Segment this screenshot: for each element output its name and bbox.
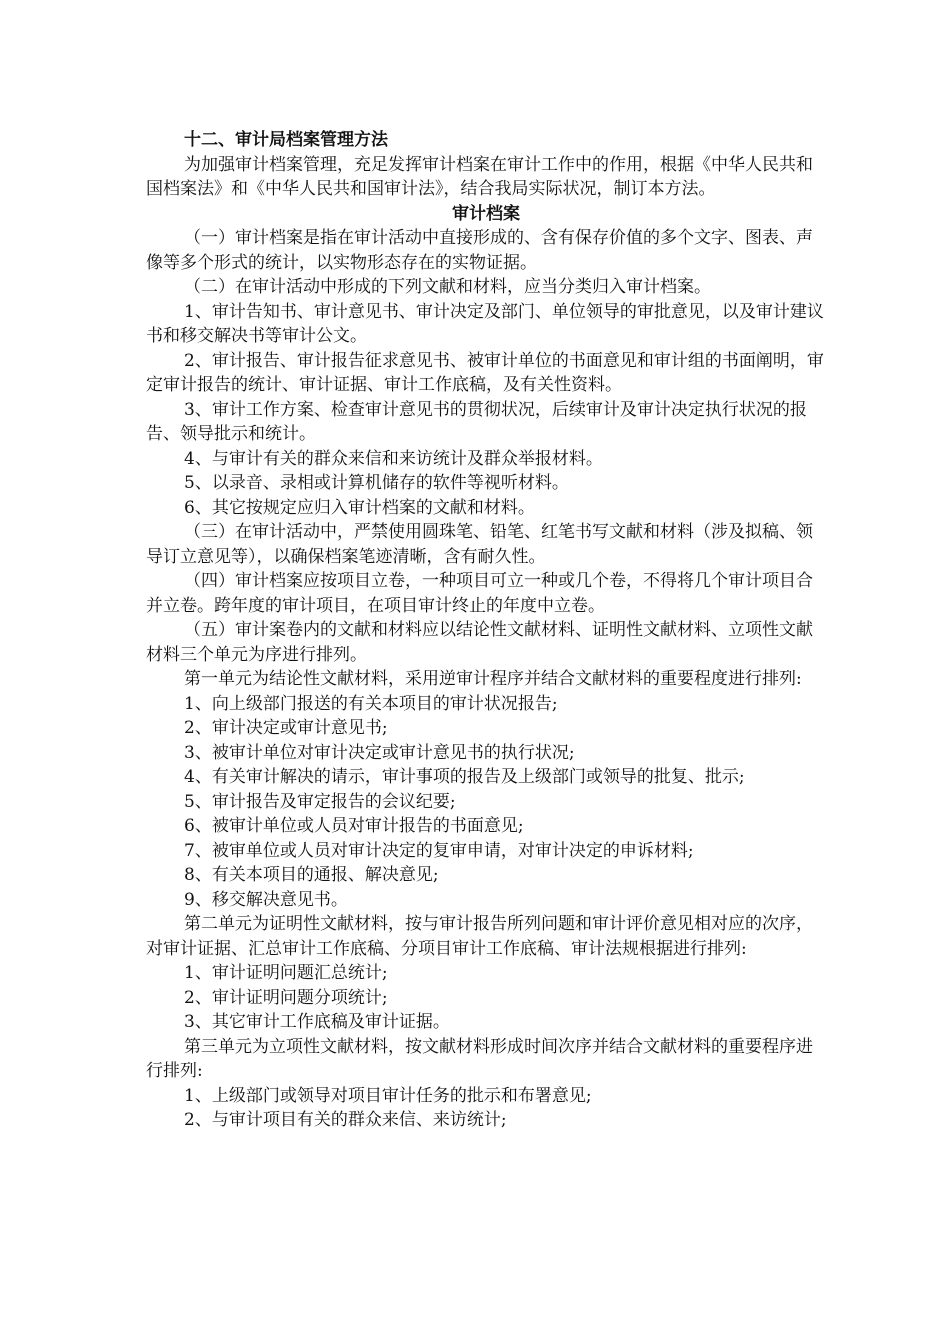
paragraph: （三）在审计活动中，严禁使用圆珠笔、铅笔、红笔书写文献和材料（涉及拟稿、领导订立意见等），以确保档案笔迹清晰，含有耐久性。 [146,522,813,567]
list-item: 1、审计证明问题汇总统计; [184,963,388,983]
list-item: 1、向上级部门报送的有关本项目的审计状况报告; [184,693,558,714]
paragraph: 第二单元为证明性文献材料，按与审计报告所列问题和审计评价意见相对应的次序，对审计证据、汇总审计工作底稿、分项目审计工作底稿、审计法规根据进行排列: [146,914,813,959]
paragraph: 第一单元为结论性文献材料，采用逆审计程序并结合文献材料的重要程度进行排列: [184,669,802,689]
list-item: 6、被审计单位或人员对审计报告的书面意见; [184,816,524,836]
list-item: 3、审计工作方案、检查审计意见书的贯彻状况，后续审计及审计决定执行状况的报告、领导批示和统计。 [146,399,807,444]
document-page [146,128,826,1133]
list-item: 2、与审计项目有关的群众来信、来访统计; [184,1110,507,1130]
paragraph: 第三单元为立项性文献材料，按文献材料形成时间次序并结合文献材料的重要程序进行排列: [146,1036,813,1081]
list-item: 5、以录音、录相或计算机储存的软件等视听材料。 [184,473,569,493]
list-item: 1、审计告知书、审计意见书、审计决定及部门、单位领导的审批意见，以及审计建议书和移交解决书等审计公文。 [146,301,824,346]
paragraph: （四）审计档案应按项目立卷，一种项目可立一种或几个卷，不得将几个审计项目合并立卷。跨年度的审计项目，在项目审计终止的年度中立卷。 [146,571,813,616]
section-heading: 十二、审计局档案管理方法 [184,130,388,150]
list-item: 2、审计证明问题分项统计; [184,987,388,1008]
list-item: 5、审计报告及审定报告的会议纪要; [184,791,456,812]
list-item: 7、被审单位或人员对审计决定的复审申请，对审计决定的申诉材料; [184,840,694,861]
list-item: 2、审计决定或审计意见书; [184,718,388,738]
paragraph: （二）在审计活动中形成的下列文献和材料，应当分类归入审计档案。 [184,277,711,297]
list-item: 6、其它按规定应归入审计档案的文献和材料。 [184,497,535,518]
list-item: 8、有关本项目的通报、解决意见; [184,865,439,885]
list-item: 2、审计报告、审计报告征求意见书、被审计单位的书面意见和审计组的书面阐明，审定审计报告的统计、审计证据、审计工作底稿，及有关性资料。 [146,350,824,395]
list-item: 9、移交解决意见书。 [184,889,348,910]
list-item: 1、上级部门或领导对项目审计任务的批示和布署意见; [184,1085,592,1106]
list-item: 4、有关审计解决的请示，审计事项的报告及上级部门或领导的批复、批示; [184,767,745,787]
paragraph: （一）审计档案是指在审计活动中直接形成的、含有保存价值的多个文字、图表、声像等多个形式的统计，以实物形态存在的实物证据。 [146,228,813,273]
list-item: 4、与审计有关的群众来信和来访统计及群众举报材料。 [184,448,603,469]
intro-paragraph: 为加强审计档案管理，充足发挥审计档案在审计工作中的作用，根据《中华人民共和国档案法》和《中华人民共和国审计法》，结合我局实际状况，制订本方法。 [146,154,813,199]
list-item: 3、被审计单位对审计决定或审计意见书的执行状况; [184,742,575,763]
list-item: 3、其它审计工作底稿及审计证据。 [184,1012,450,1032]
section-subtitle: 审计档案 [452,203,520,224]
paragraph: （五）审计案卷内的文献和材料应以结论性文献材料、证明性文献材料、立项性文献材料三个单元为序进行排列。 [146,620,813,665]
